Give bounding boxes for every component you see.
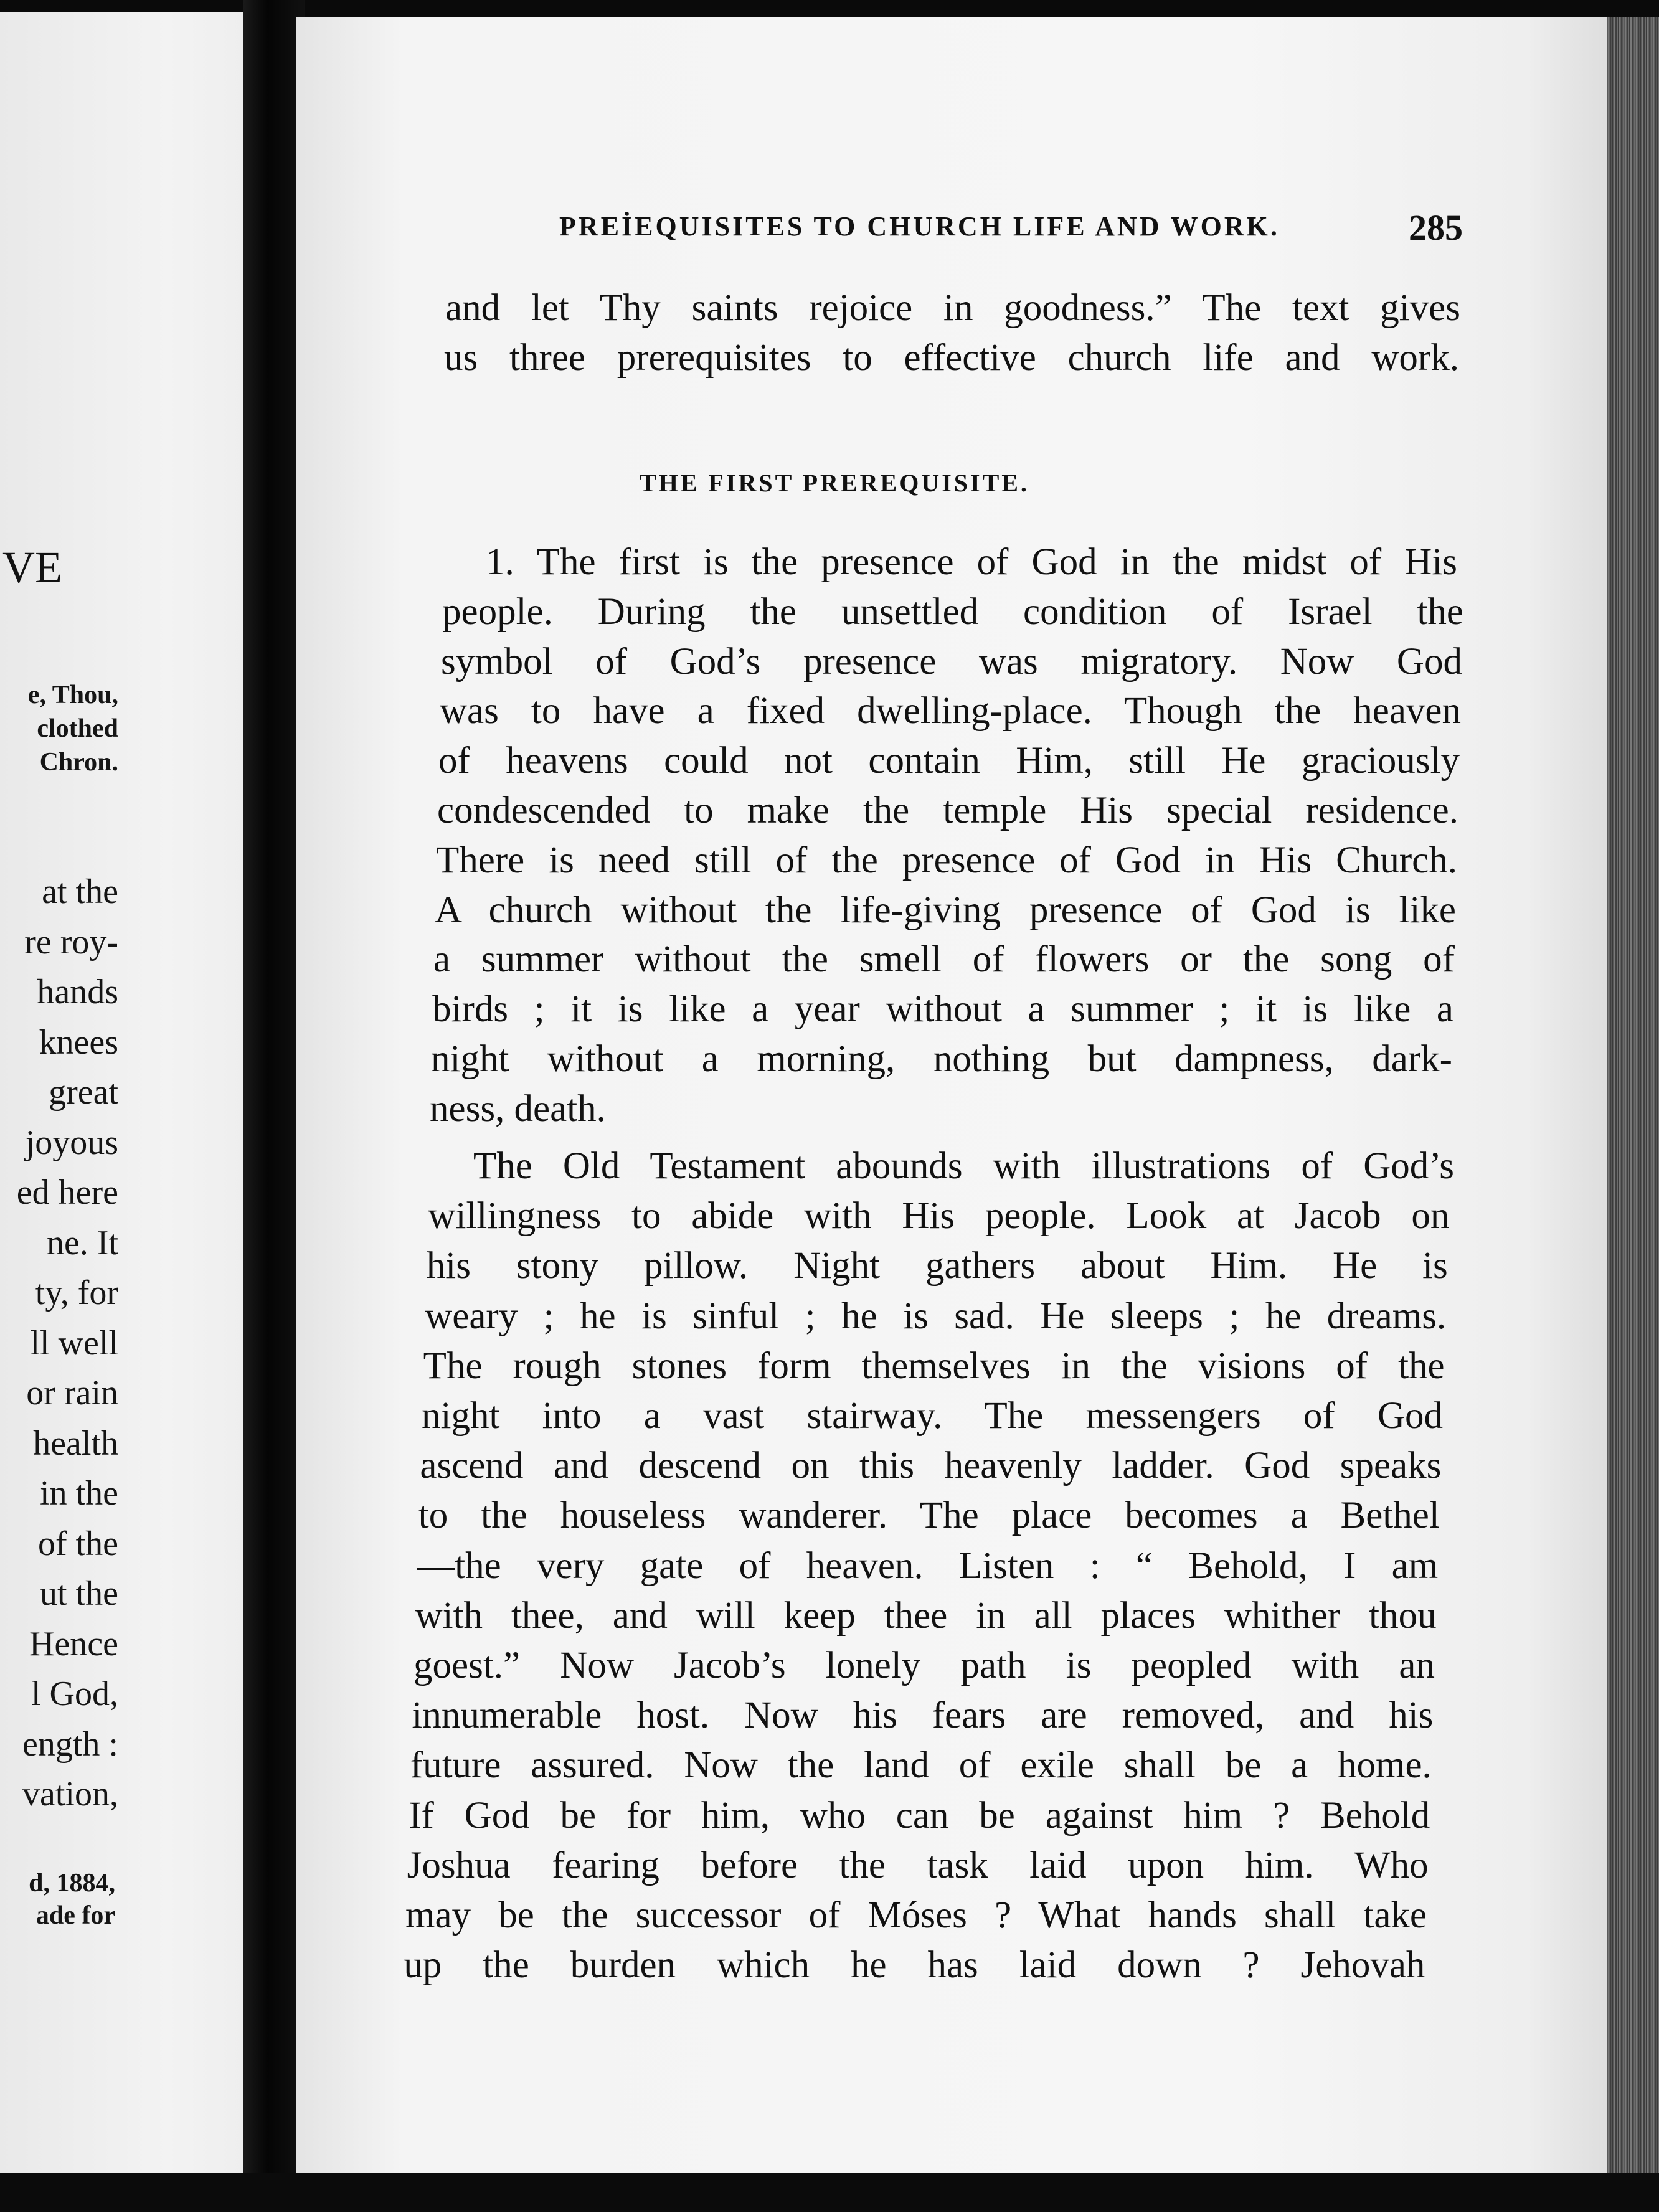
text-line: goest.” Now Jacob’s lonely path is peopled with an	[414, 1645, 1435, 1686]
text-line: The rough stones form themselves in the visions of the	[423, 1345, 1445, 1387]
text-line: us three prerequisites to effective church life and work.	[444, 337, 1459, 379]
page-number: 285	[1409, 207, 1463, 248]
left-text-line: Hence	[29, 1624, 118, 1663]
text-line: A church without the life-giving presence of God is like	[435, 889, 1456, 931]
left-text-line: ength :	[22, 1724, 118, 1764]
left-small-line: Chron.	[39, 748, 118, 777]
left-text-line: at the	[42, 872, 118, 911]
text-line: —the very gate of heaven. Listen : “ Behold, I am	[417, 1544, 1439, 1587]
text-line: a summer without the smell of flowers or the song of	[433, 938, 1455, 981]
text-line: up the burden which he has laid down ? Jehovah	[404, 1944, 1425, 1987]
left-text-line: health	[33, 1424, 118, 1463]
text-line: innumerable host. Now his fears are removed, and his	[412, 1694, 1434, 1737]
text-line: Joshua fearing before the task laid upon him. Who	[407, 1844, 1429, 1886]
text-line: may be the successor of Móses ? What hands shall take	[405, 1894, 1427, 1936]
left-text-line: vation,	[22, 1775, 118, 1813]
section-title: THE FIRST PREREQUISITE.	[640, 469, 1029, 497]
left-footnote-line: d, 1884,	[29, 1869, 115, 1898]
text-line: night into a vast stairway. The messengers of God	[422, 1395, 1443, 1437]
text-line: future assured. Now the land of exile shall be a home.	[410, 1744, 1432, 1787]
left-text-line: hands	[37, 973, 118, 1011]
text-line: The Old Testament abounds with illustrations of God’s	[473, 1145, 1454, 1187]
left-text-line: ut the	[40, 1574, 118, 1613]
text-line: with thee, and will keep thee in all places whither thou	[415, 1594, 1437, 1637]
text-line: ascend and descend on this heavenly ladder. God speaks	[420, 1445, 1442, 1487]
text-line: night without a morning, nothing but dampness, dark-	[431, 1038, 1452, 1080]
text-line: There is need still of the presence of God in His Church.	[436, 839, 1457, 881]
text-line: ness, death.	[430, 1087, 606, 1130]
left-text-line: in the	[40, 1474, 118, 1513]
left-text-line: ed here	[16, 1173, 118, 1212]
text-line: was to have a fixed dwelling-place. Though the heaven	[440, 690, 1461, 732]
left-small-line: clothed	[37, 714, 118, 743]
text-line: of heavens could not contain Him, still He graciously	[438, 740, 1460, 782]
left-small-line: e, Thou,	[27, 681, 118, 709]
text-line: people. During the unsettled condition of Israel the	[442, 590, 1463, 633]
text-line: birds ; it is like a year without a summer ; it is like a	[432, 988, 1453, 1031]
left-text-line: l God,	[31, 1675, 118, 1713]
left-footnote-line: ade for	[35, 1901, 115, 1930]
left-text-line: re roy-	[24, 922, 118, 962]
left-text-line: knees	[39, 1023, 118, 1062]
page-edges	[1607, 17, 1659, 2212]
left-text-line: joyous	[25, 1123, 118, 1162]
text-line: his stony pillow. Night gathers about Him. He is	[426, 1245, 1448, 1287]
left-page-heading-fragment: VE	[2, 542, 62, 592]
left-text-line: ty, for	[35, 1274, 118, 1312]
text-line: willingness to abide with His people. Look at Jacob on	[428, 1195, 1450, 1237]
text-line: If God be for him, who can be against him ? Behold	[409, 1794, 1430, 1836]
left-text-line: ll well	[30, 1323, 118, 1363]
text-line: weary ; he is sinful ; he is sad. He sleeps ; he dreams.	[425, 1295, 1447, 1337]
left-text-line: of the	[37, 1524, 118, 1563]
left-text-line: great	[49, 1073, 118, 1112]
left-text-line: or rain	[26, 1374, 118, 1412]
text-line: symbol of God’s presence was migratory. Now God	[441, 640, 1462, 683]
text-line: and let Thy saints rejoice in goodness.” The text gives	[445, 287, 1460, 329]
text-line: condescended to make the temple His special residence.	[437, 790, 1458, 831]
text-line: 1. The first is the presence of God in the midst of His	[486, 541, 1457, 583]
left-text-line: ne. It	[46, 1223, 118, 1262]
bottom-edge	[0, 2173, 1659, 2212]
text-line: to the houseless wanderer. The place becomes a Bethel	[418, 1495, 1440, 1537]
running-head: PREİEQUISITES TO CHURCH LIFE AND WORK.	[559, 211, 1280, 242]
